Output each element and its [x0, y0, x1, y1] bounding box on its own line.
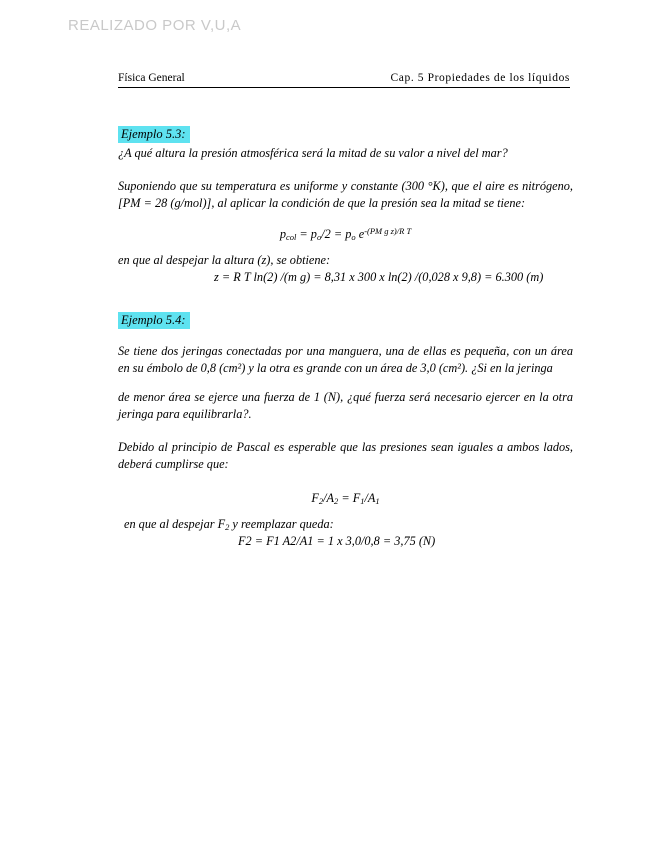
result-body: = F1 A2/A1 = 1 x 3,0/0,8 = 3,75 (N) — [251, 534, 436, 549]
example-5-3 — [118, 125, 573, 285]
equation-mid: = $p_o/2 = p_o$ e — [296, 226, 365, 242]
after-text-part2: y reemplazar queda: — [229, 516, 334, 531]
result-f2: F2 — [238, 534, 252, 549]
section-spacer — [118, 285, 573, 311]
page-header — [118, 72, 570, 88]
document-body — [118, 125, 573, 549]
header-left-text: Física General — [118, 72, 185, 84]
equation-f1-a1: $F_1/A_1$ — [352, 490, 380, 506]
example-5-3-after-text: en que al despejar la altura (z), se obtiene: — [118, 252, 331, 267]
header-divider — [118, 87, 570, 88]
equation-equals: = — [338, 490, 353, 505]
example-5-4-paragraph-2: de menor área se ejerce una fuerza de 1 (N), ¿qué fuerza será necesario ejercer en la otra jeringa para equilibrarla?. — [118, 389, 573, 421]
example-5-4-after-text — [124, 516, 573, 534]
header-right-text: Cap. 5 Propiedades de los líquidos — [390, 72, 570, 84]
watermark-text: REALIZADO POR V,U,A — [68, 17, 242, 34]
equation-p-col: $p_{col}$ — [279, 226, 297, 242]
example-5-4 — [118, 311, 573, 550]
equation-f2-a2: $F_2/A_2$ — [311, 490, 339, 506]
example-5-4-result — [238, 534, 573, 549]
example-5-4-equation — [118, 491, 573, 506]
after-text-subscript: 2 — [225, 521, 230, 532]
example-5-4-label: Ejemplo 5.4: — [118, 312, 190, 329]
example-5-4-paragraph-3: Debido al principio de Pascal es esperable que las presiones sean iguales a ambos lados, deberá cumplirse que: — [118, 439, 573, 471]
example-5-3-question: ¿A qué altura la presión atmosférica será la mitad de su valor a nivel del mar? — [118, 146, 508, 160]
example-5-4-paragraph-1: Se tiene dos jeringas conectadas por una manguera, una de ellas es pequeña, con un área en su émbolo de 0,8 (cm²) y la otra es grande con un área de 3,0 (cm²). ¿Si en la jeringa — [118, 343, 573, 375]
after-text-part1: en que al despejar F — [124, 516, 226, 531]
example-5-3-equation — [118, 226, 573, 242]
example-5-3-paragraph-1: Suponiendo que su temperatura es uniforme y constante (300 °K), que el aire es nitrógeno, [PM = 28 (g/mol)], al aplicar la condición de que la presión sea la mitad se tiene: — [118, 178, 573, 210]
equation-exponent: -(PM g z)/R T — [364, 225, 412, 236]
example-5-3-label: Ejemplo 5.3: — [118, 126, 190, 143]
example-5-3-result: z = R T ln(2) /(m g) = 8,31 x 300 x ln(2) /(0,028 x 9,8) = 6.300 (m) — [214, 269, 544, 284]
